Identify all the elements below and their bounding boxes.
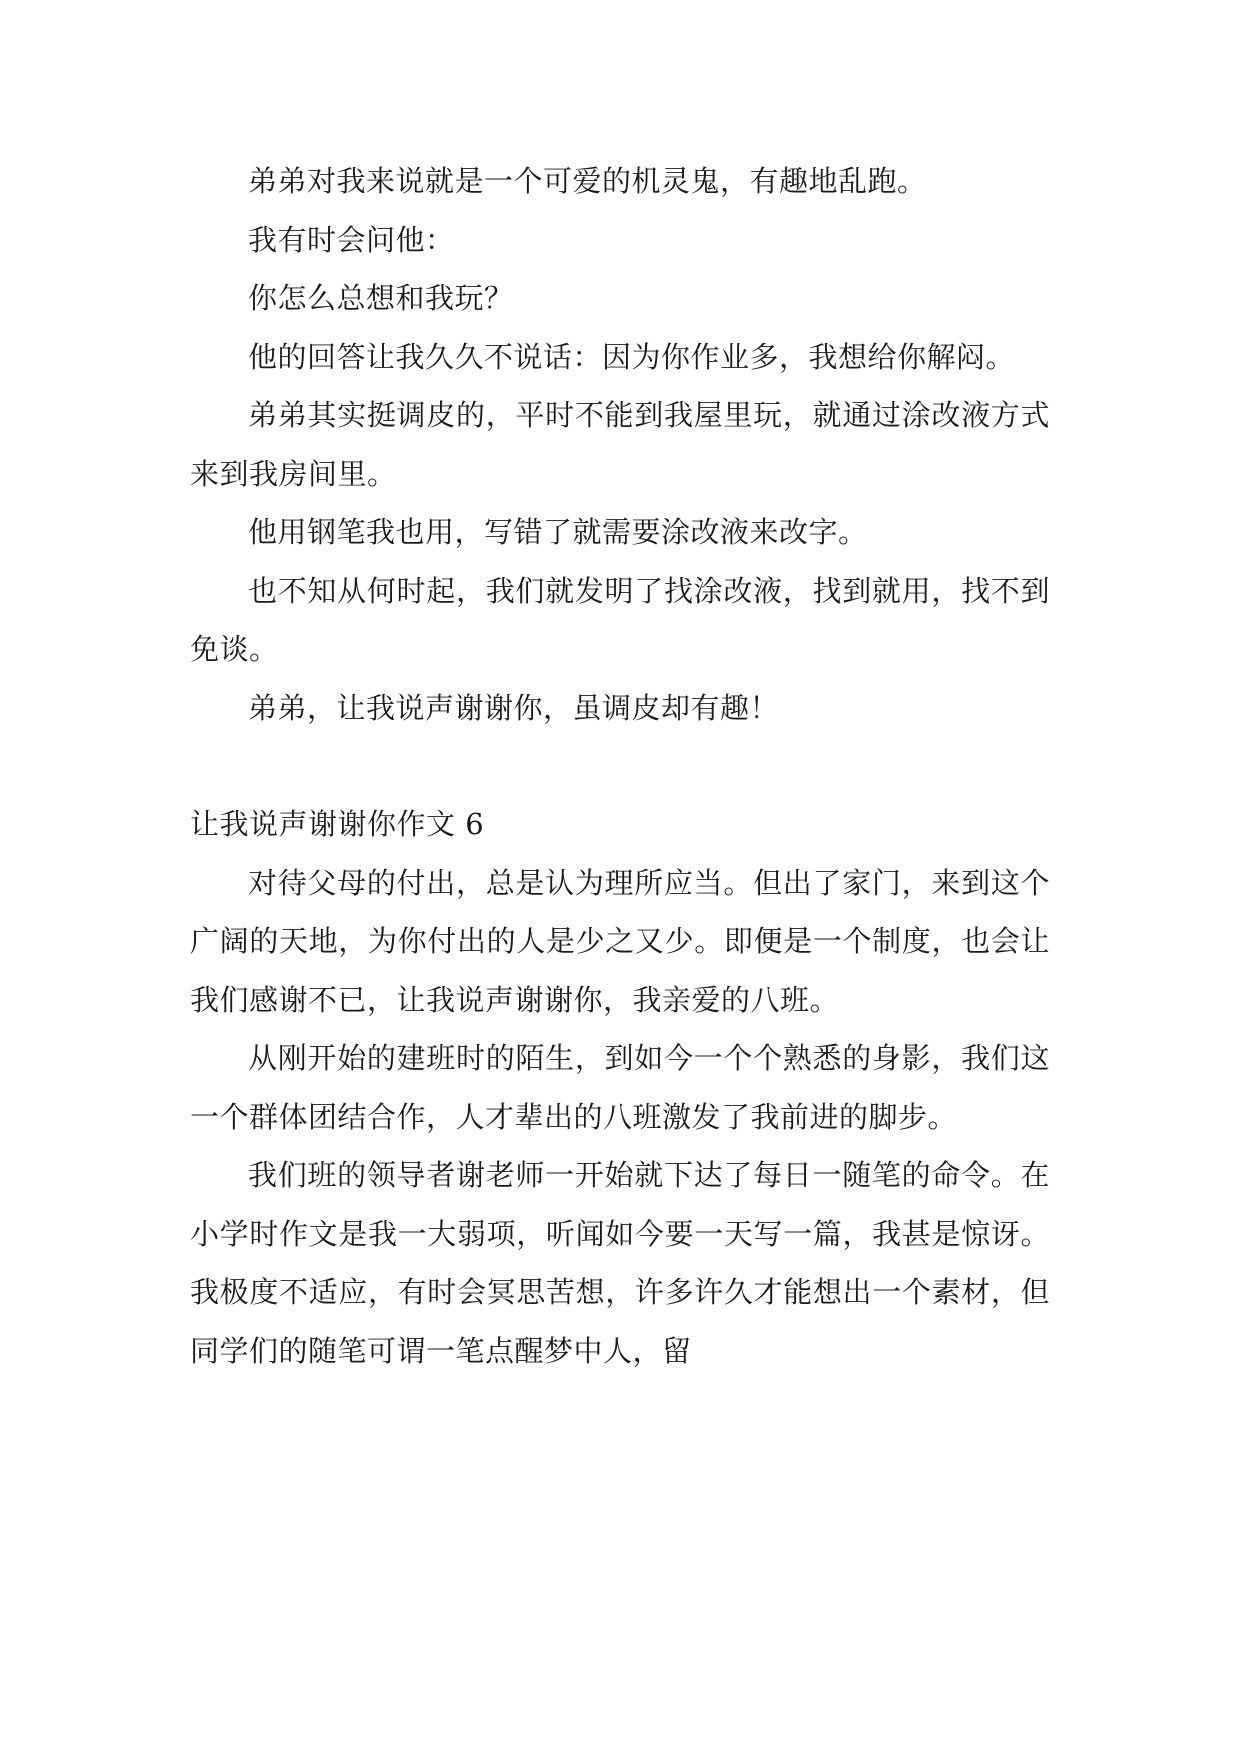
paragraph: 弟弟其实挺调皮的，平时不能到我屋里玩，就通过涂改液方式来到我房间里。: [190, 398, 1050, 491]
document-body: [190, 152, 1050, 1380]
paragraph: 你怎么总想和我玩？: [248, 281, 514, 315]
paragraph: 我们班的领导者谢老师一开始就下达了每日一随笔的命令。在小学时作文是我一大弱项，听闻如今要一天写一篇，我甚是惊讶。我极度不适应，有时会冥思苦想，许多许久才能想出一个素材，但同学们的随笔可谓一笔点醒梦中人，留: [190, 1158, 1050, 1368]
paragraph: 弟弟对我来说就是一个可爱的机灵鬼，有趣地乱跑。: [248, 164, 927, 198]
paragraph: 对待父母的付出，总是认为理所应当。但出了家门，来到这个广阔的天地，为你付出的人是少之又少。即便是一个制度，也会让我们感谢不已，让我说声谢谢你，我亲爱的八班。: [190, 865, 1050, 1017]
paragraph: 他用钢笔我也用，写错了就需要涂改液来改字。: [248, 515, 868, 549]
paragraph: 我有时会问他：: [248, 222, 455, 257]
section-heading: 让我说声谢谢你作文 6: [190, 807, 485, 841]
paragraph: 他的回答让我久久不说话：因为你作业多，我想给你解闷。: [248, 339, 1016, 374]
paragraph: 弟弟，让我说声谢谢你，虽调皮却有趣！: [248, 690, 780, 725]
section-gap: [190, 737, 1050, 795]
paragraph: 从刚开始的建班时的陌生，到如今一个个熟悉的身影，我们这一个群体团结合作，人才辈出的八班激发了我前进的脚步。: [190, 1041, 1050, 1134]
paragraph: 也不知从何时起，我们就发明了找涂改液，找到就用，找不到免谈。: [190, 573, 1050, 666]
